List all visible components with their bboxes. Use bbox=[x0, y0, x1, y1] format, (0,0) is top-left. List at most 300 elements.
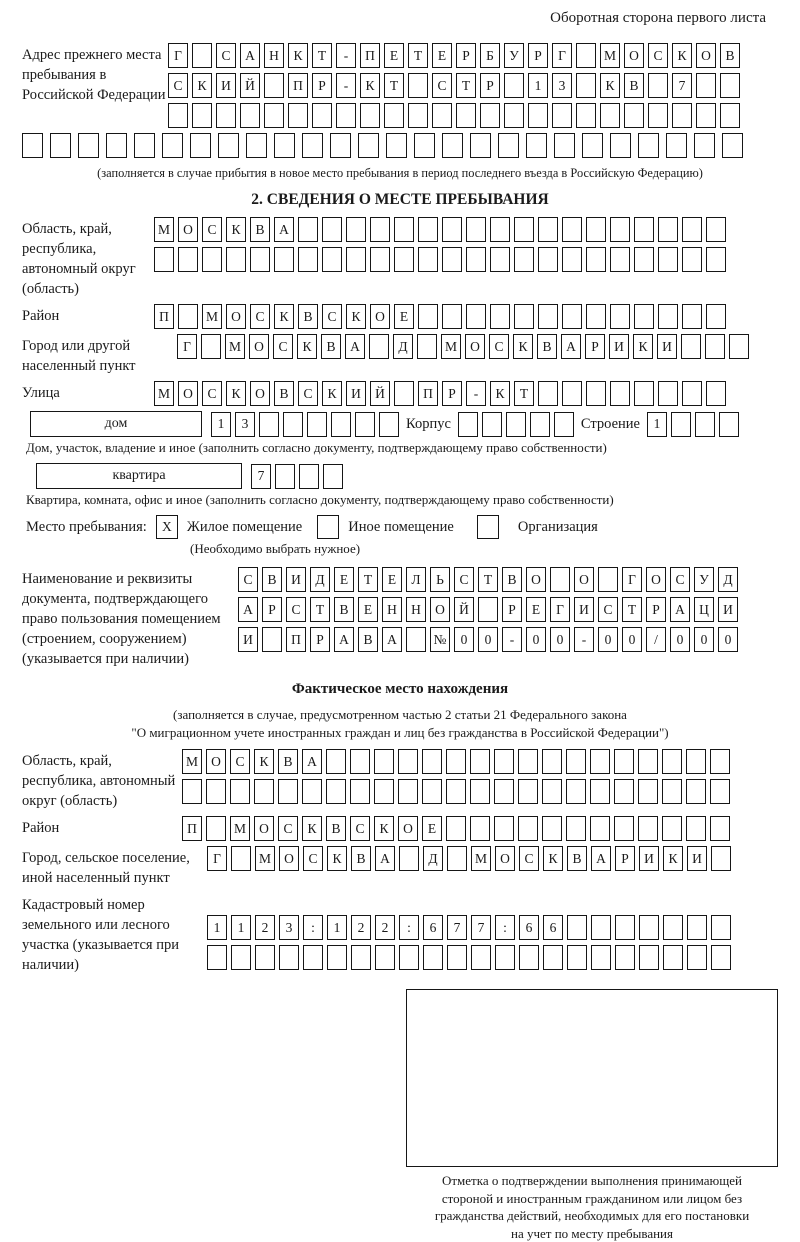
form-cell[interactable] bbox=[610, 304, 630, 329]
form-cell[interactable] bbox=[590, 749, 610, 774]
form-cell[interactable]: С bbox=[598, 597, 618, 622]
form-cell[interactable]: А bbox=[561, 334, 581, 359]
form-cell[interactable]: Т bbox=[456, 73, 476, 98]
form-cell[interactable] bbox=[711, 915, 731, 940]
form-cell[interactable] bbox=[283, 412, 303, 437]
form-cell[interactable]: А bbox=[382, 627, 402, 652]
form-cell[interactable]: И bbox=[639, 846, 659, 871]
form-cell[interactable]: С bbox=[670, 567, 690, 592]
form-cell[interactable]: А bbox=[375, 846, 395, 871]
form-cell[interactable]: Й bbox=[454, 597, 474, 622]
form-cell[interactable] bbox=[446, 749, 466, 774]
form-cell[interactable]: У bbox=[504, 43, 524, 68]
form-cell[interactable]: У bbox=[694, 567, 714, 592]
form-cell[interactable] bbox=[706, 304, 726, 329]
form-cell[interactable]: В bbox=[326, 816, 346, 841]
form-cell[interactable] bbox=[250, 247, 270, 272]
form-cell[interactable] bbox=[519, 945, 539, 970]
form-cell[interactable] bbox=[417, 334, 437, 359]
form-cell[interactable] bbox=[299, 464, 319, 489]
form-cell[interactable]: № bbox=[430, 627, 450, 652]
form-cell[interactable]: Р bbox=[646, 597, 666, 622]
form-cell[interactable] bbox=[406, 627, 426, 652]
form-cell[interactable] bbox=[542, 779, 562, 804]
form-cell[interactable] bbox=[610, 133, 631, 158]
form-cell[interactable]: О bbox=[495, 846, 515, 871]
form-cell[interactable] bbox=[696, 73, 716, 98]
form-cell[interactable] bbox=[682, 247, 702, 272]
form-cell[interactable] bbox=[514, 247, 534, 272]
form-cell[interactable]: Е bbox=[384, 43, 404, 68]
form-cell[interactable] bbox=[394, 217, 414, 242]
form-cell[interactable] bbox=[259, 412, 279, 437]
form-cell[interactable]: К bbox=[254, 749, 274, 774]
form-cell[interactable]: К bbox=[513, 334, 533, 359]
form-cell[interactable] bbox=[562, 217, 582, 242]
form-cell[interactable]: П bbox=[286, 627, 306, 652]
form-cell[interactable] bbox=[591, 945, 611, 970]
form-cell[interactable] bbox=[514, 304, 534, 329]
form-cell[interactable]: А bbox=[591, 846, 611, 871]
form-cell[interactable] bbox=[490, 217, 510, 242]
form-cell[interactable] bbox=[78, 133, 99, 158]
form-cell[interactable] bbox=[350, 749, 370, 774]
form-cell[interactable] bbox=[398, 779, 418, 804]
form-cell[interactable]: Р bbox=[456, 43, 476, 68]
form-cell[interactable]: Д bbox=[393, 334, 413, 359]
form-cell[interactable] bbox=[394, 247, 414, 272]
form-cell[interactable] bbox=[729, 334, 749, 359]
form-cell[interactable] bbox=[399, 945, 419, 970]
form-cell[interactable] bbox=[351, 945, 371, 970]
form-cell[interactable] bbox=[360, 103, 380, 128]
form-cell[interactable]: С bbox=[286, 597, 306, 622]
form-cell[interactable] bbox=[466, 304, 486, 329]
form-cell[interactable] bbox=[446, 779, 466, 804]
form-cell[interactable]: А bbox=[302, 749, 322, 774]
form-cell[interactable] bbox=[288, 103, 308, 128]
form-cell[interactable]: С bbox=[303, 846, 323, 871]
form-cell[interactable] bbox=[50, 133, 71, 158]
form-cell[interactable] bbox=[526, 133, 547, 158]
form-cell[interactable] bbox=[384, 103, 404, 128]
form-cell[interactable] bbox=[466, 217, 486, 242]
form-cell[interactable]: О bbox=[574, 567, 594, 592]
form-cell[interactable] bbox=[336, 103, 356, 128]
form-cell[interactable] bbox=[346, 217, 366, 242]
form-cell[interactable] bbox=[696, 103, 716, 128]
form-cell[interactable]: В bbox=[351, 846, 371, 871]
form-cell[interactable]: К bbox=[297, 334, 317, 359]
form-cell[interactable] bbox=[274, 133, 295, 158]
form-cell[interactable] bbox=[470, 816, 490, 841]
form-cell[interactable] bbox=[322, 217, 342, 242]
form-cell[interactable]: Г bbox=[168, 43, 188, 68]
form-cell[interactable] bbox=[394, 381, 414, 406]
form-cell[interactable] bbox=[494, 779, 514, 804]
form-cell[interactable] bbox=[182, 779, 202, 804]
form-cell[interactable]: Г bbox=[550, 597, 570, 622]
form-cell[interactable] bbox=[552, 103, 572, 128]
form-cell[interactable]: А bbox=[345, 334, 365, 359]
form-cell[interactable]: - bbox=[466, 381, 486, 406]
form-cell[interactable] bbox=[662, 816, 682, 841]
form-cell[interactable]: 2 bbox=[375, 915, 395, 940]
form-cell[interactable]: К bbox=[274, 304, 294, 329]
form-cell[interactable]: П bbox=[360, 43, 380, 68]
form-cell[interactable] bbox=[706, 381, 726, 406]
form-cell[interactable]: 3 bbox=[235, 412, 255, 437]
form-cell[interactable] bbox=[658, 381, 678, 406]
form-cell[interactable] bbox=[480, 103, 500, 128]
form-cell[interactable] bbox=[375, 945, 395, 970]
form-cell[interactable] bbox=[482, 412, 502, 437]
form-cell[interactable]: В bbox=[537, 334, 557, 359]
form-cell[interactable] bbox=[370, 247, 390, 272]
form-cell[interactable]: - bbox=[336, 73, 356, 98]
form-cell[interactable] bbox=[418, 247, 438, 272]
form-cell[interactable]: Д bbox=[423, 846, 443, 871]
form-cell[interactable] bbox=[567, 915, 587, 940]
form-cell[interactable]: 0 bbox=[718, 627, 738, 652]
form-cell[interactable] bbox=[671, 412, 691, 437]
form-cell[interactable] bbox=[562, 247, 582, 272]
form-cell[interactable]: С bbox=[273, 334, 293, 359]
form-cell[interactable] bbox=[586, 381, 606, 406]
form-cell[interactable]: - bbox=[574, 627, 594, 652]
form-cell[interactable]: О bbox=[178, 217, 198, 242]
form-cell[interactable] bbox=[307, 412, 327, 437]
form-cell[interactable]: 7 bbox=[471, 915, 491, 940]
form-cell[interactable] bbox=[638, 779, 658, 804]
form-cell[interactable]: Т bbox=[358, 567, 378, 592]
form-cell[interactable]: К bbox=[633, 334, 653, 359]
form-cell[interactable]: : bbox=[399, 915, 419, 940]
form-cell[interactable] bbox=[590, 779, 610, 804]
form-cell[interactable]: Т bbox=[408, 43, 428, 68]
form-cell[interactable] bbox=[447, 846, 467, 871]
form-cell[interactable]: И bbox=[657, 334, 677, 359]
form-cell[interactable] bbox=[610, 381, 630, 406]
form-cell[interactable] bbox=[134, 133, 155, 158]
form-cell[interactable]: Т bbox=[312, 43, 332, 68]
form-cell[interactable]: М bbox=[154, 217, 174, 242]
form-cell[interactable] bbox=[231, 945, 251, 970]
form-cell[interactable]: Е bbox=[382, 567, 402, 592]
form-cell[interactable] bbox=[682, 304, 702, 329]
form-cell[interactable]: В bbox=[262, 567, 282, 592]
form-cell[interactable] bbox=[658, 247, 678, 272]
form-cell[interactable] bbox=[582, 133, 603, 158]
form-cell[interactable] bbox=[614, 779, 634, 804]
form-cell[interactable] bbox=[322, 247, 342, 272]
form-cell[interactable]: К bbox=[327, 846, 347, 871]
form-cell[interactable]: К bbox=[346, 304, 366, 329]
form-cell[interactable]: 0 bbox=[550, 627, 570, 652]
form-cell[interactable]: А bbox=[238, 597, 258, 622]
form-cell[interactable]: 7 bbox=[672, 73, 692, 98]
form-cell[interactable] bbox=[705, 334, 725, 359]
form-cell[interactable]: К bbox=[288, 43, 308, 68]
checkbox-residential[interactable]: X bbox=[156, 515, 178, 539]
form-cell[interactable] bbox=[447, 945, 467, 970]
form-cell[interactable] bbox=[442, 247, 462, 272]
form-cell[interactable] bbox=[719, 412, 739, 437]
form-cell[interactable]: С bbox=[489, 334, 509, 359]
form-cell[interactable]: Е bbox=[422, 816, 442, 841]
form-cell[interactable]: В bbox=[274, 381, 294, 406]
form-cell[interactable]: Ь bbox=[430, 567, 450, 592]
form-cell[interactable]: 1 bbox=[207, 915, 227, 940]
form-cell[interactable] bbox=[178, 304, 198, 329]
form-cell[interactable]: С bbox=[216, 43, 236, 68]
form-cell[interactable] bbox=[494, 749, 514, 774]
form-cell[interactable]: - bbox=[336, 43, 356, 68]
form-cell[interactable] bbox=[254, 779, 274, 804]
form-cell[interactable]: С bbox=[168, 73, 188, 98]
form-cell[interactable] bbox=[681, 334, 701, 359]
form-cell[interactable]: К bbox=[672, 43, 692, 68]
form-cell[interactable] bbox=[672, 103, 692, 128]
form-cell[interactable] bbox=[614, 749, 634, 774]
form-cell[interactable]: : bbox=[303, 915, 323, 940]
form-cell[interactable]: Р bbox=[502, 597, 522, 622]
form-cell[interactable]: Р bbox=[585, 334, 605, 359]
form-cell[interactable] bbox=[264, 103, 284, 128]
form-cell[interactable] bbox=[216, 103, 236, 128]
form-cell[interactable]: М bbox=[471, 846, 491, 871]
form-cell[interactable]: С bbox=[350, 816, 370, 841]
form-cell[interactable]: 2 bbox=[351, 915, 371, 940]
form-cell[interactable] bbox=[498, 133, 519, 158]
form-cell[interactable]: С bbox=[454, 567, 474, 592]
form-cell[interactable] bbox=[528, 103, 548, 128]
form-cell[interactable]: М bbox=[182, 749, 202, 774]
form-cell[interactable]: 3 bbox=[552, 73, 572, 98]
form-cell[interactable] bbox=[370, 217, 390, 242]
form-cell[interactable] bbox=[518, 749, 538, 774]
form-cell[interactable] bbox=[298, 217, 318, 242]
form-cell[interactable] bbox=[490, 247, 510, 272]
form-cell[interactable] bbox=[326, 779, 346, 804]
form-cell[interactable] bbox=[506, 412, 526, 437]
form-cell[interactable] bbox=[331, 412, 351, 437]
form-cell[interactable]: Е bbox=[526, 597, 546, 622]
form-cell[interactable]: - bbox=[502, 627, 522, 652]
form-cell[interactable] bbox=[586, 247, 606, 272]
form-cell[interactable] bbox=[615, 915, 635, 940]
form-cell[interactable] bbox=[432, 103, 452, 128]
form-cell[interactable] bbox=[663, 915, 683, 940]
form-cell[interactable]: И bbox=[718, 597, 738, 622]
form-cell[interactable] bbox=[711, 945, 731, 970]
form-cell[interactable]: С bbox=[432, 73, 452, 98]
form-cell[interactable]: Р bbox=[310, 627, 330, 652]
form-cell[interactable] bbox=[554, 133, 575, 158]
form-cell[interactable] bbox=[494, 816, 514, 841]
form-cell[interactable] bbox=[278, 779, 298, 804]
form-cell[interactable] bbox=[414, 133, 435, 158]
form-cell[interactable] bbox=[470, 779, 490, 804]
form-cell[interactable]: И bbox=[346, 381, 366, 406]
form-cell[interactable] bbox=[190, 133, 211, 158]
form-cell[interactable] bbox=[600, 103, 620, 128]
form-cell[interactable] bbox=[246, 133, 267, 158]
form-cell[interactable]: П bbox=[182, 816, 202, 841]
form-cell[interactable]: С bbox=[250, 304, 270, 329]
form-cell[interactable]: 1 bbox=[211, 412, 231, 437]
form-cell[interactable]: Н bbox=[264, 43, 284, 68]
form-cell[interactable] bbox=[330, 133, 351, 158]
form-cell[interactable]: И bbox=[609, 334, 629, 359]
form-cell[interactable] bbox=[624, 103, 644, 128]
form-cell[interactable]: 1 bbox=[528, 73, 548, 98]
form-cell[interactable]: Т bbox=[384, 73, 404, 98]
form-cell[interactable] bbox=[470, 133, 491, 158]
form-cell[interactable] bbox=[638, 133, 659, 158]
form-cell[interactable] bbox=[711, 846, 731, 871]
apartment-type-box[interactable]: квартира bbox=[36, 463, 242, 489]
form-cell[interactable]: Н bbox=[382, 597, 402, 622]
form-cell[interactable] bbox=[374, 749, 394, 774]
form-cell[interactable]: Е bbox=[334, 567, 354, 592]
form-cell[interactable]: П bbox=[154, 304, 174, 329]
form-cell[interactable] bbox=[722, 133, 743, 158]
form-cell[interactable]: 7 bbox=[251, 464, 271, 489]
form-cell[interactable] bbox=[358, 133, 379, 158]
form-cell[interactable] bbox=[610, 247, 630, 272]
form-cell[interactable] bbox=[720, 73, 740, 98]
form-cell[interactable]: С bbox=[202, 217, 222, 242]
form-cell[interactable]: С bbox=[298, 381, 318, 406]
form-cell[interactable] bbox=[576, 43, 596, 68]
form-cell[interactable] bbox=[470, 749, 490, 774]
form-cell[interactable] bbox=[442, 304, 462, 329]
form-cell[interactable]: 0 bbox=[622, 627, 642, 652]
form-cell[interactable]: О bbox=[178, 381, 198, 406]
form-cell[interactable]: 6 bbox=[543, 915, 563, 940]
form-cell[interactable] bbox=[106, 133, 127, 158]
form-cell[interactable]: 0 bbox=[454, 627, 474, 652]
form-cell[interactable]: И bbox=[238, 627, 258, 652]
form-cell[interactable] bbox=[386, 133, 407, 158]
form-cell[interactable]: 0 bbox=[598, 627, 618, 652]
form-cell[interactable] bbox=[695, 412, 715, 437]
form-cell[interactable]: К bbox=[543, 846, 563, 871]
house-type-box[interactable]: дом bbox=[30, 411, 202, 437]
form-cell[interactable]: К bbox=[600, 73, 620, 98]
form-cell[interactable]: М bbox=[600, 43, 620, 68]
form-cell[interactable]: К bbox=[322, 381, 342, 406]
form-cell[interactable] bbox=[446, 816, 466, 841]
form-cell[interactable] bbox=[504, 103, 524, 128]
form-cell[interactable]: О bbox=[226, 304, 246, 329]
form-cell[interactable] bbox=[566, 749, 586, 774]
form-cell[interactable] bbox=[456, 103, 476, 128]
form-cell[interactable] bbox=[495, 945, 515, 970]
form-cell[interactable]: П bbox=[288, 73, 308, 98]
form-cell[interactable] bbox=[576, 73, 596, 98]
form-cell[interactable]: А bbox=[274, 217, 294, 242]
form-cell[interactable] bbox=[550, 567, 570, 592]
form-cell[interactable] bbox=[710, 779, 730, 804]
form-cell[interactable] bbox=[230, 779, 250, 804]
form-cell[interactable]: И bbox=[574, 597, 594, 622]
form-cell[interactable] bbox=[408, 73, 428, 98]
form-cell[interactable] bbox=[634, 247, 654, 272]
form-cell[interactable] bbox=[262, 627, 282, 652]
form-cell[interactable] bbox=[178, 247, 198, 272]
form-cell[interactable]: Г bbox=[552, 43, 572, 68]
form-cell[interactable]: О bbox=[249, 334, 269, 359]
form-cell[interactable]: В bbox=[278, 749, 298, 774]
form-cell[interactable]: С bbox=[202, 381, 222, 406]
form-cell[interactable]: В bbox=[321, 334, 341, 359]
form-cell[interactable] bbox=[710, 749, 730, 774]
form-cell[interactable]: О bbox=[430, 597, 450, 622]
form-cell[interactable] bbox=[201, 334, 221, 359]
form-cell[interactable] bbox=[538, 217, 558, 242]
form-cell[interactable] bbox=[648, 103, 668, 128]
form-cell[interactable] bbox=[504, 73, 524, 98]
form-cell[interactable] bbox=[154, 247, 174, 272]
form-cell[interactable] bbox=[302, 779, 322, 804]
form-cell[interactable]: Н bbox=[406, 597, 426, 622]
form-cell[interactable] bbox=[218, 133, 239, 158]
form-cell[interactable]: 0 bbox=[526, 627, 546, 652]
form-cell[interactable] bbox=[686, 816, 706, 841]
form-cell[interactable] bbox=[562, 381, 582, 406]
form-cell[interactable]: 7 bbox=[447, 915, 467, 940]
form-cell[interactable]: Й bbox=[240, 73, 260, 98]
form-cell[interactable]: 3 bbox=[279, 915, 299, 940]
form-cell[interactable] bbox=[279, 945, 299, 970]
form-cell[interactable] bbox=[418, 304, 438, 329]
form-cell[interactable]: Е bbox=[394, 304, 414, 329]
form-cell[interactable] bbox=[466, 247, 486, 272]
form-cell[interactable] bbox=[686, 749, 706, 774]
form-cell[interactable] bbox=[379, 412, 399, 437]
form-cell[interactable]: В bbox=[358, 627, 378, 652]
form-cell[interactable]: Л bbox=[406, 567, 426, 592]
form-cell[interactable]: К bbox=[663, 846, 683, 871]
form-cell[interactable] bbox=[554, 412, 574, 437]
form-cell[interactable]: С bbox=[519, 846, 539, 871]
form-cell[interactable] bbox=[298, 247, 318, 272]
form-cell[interactable]: К bbox=[374, 816, 394, 841]
form-cell[interactable] bbox=[264, 73, 284, 98]
form-cell[interactable]: В bbox=[298, 304, 318, 329]
form-cell[interactable]: Е bbox=[432, 43, 452, 68]
form-cell[interactable] bbox=[634, 381, 654, 406]
form-cell[interactable]: Г bbox=[207, 846, 227, 871]
form-cell[interactable] bbox=[639, 915, 659, 940]
form-cell[interactable]: 6 bbox=[423, 915, 443, 940]
form-cell[interactable] bbox=[586, 217, 606, 242]
form-cell[interactable] bbox=[542, 816, 562, 841]
form-cell[interactable]: С bbox=[648, 43, 668, 68]
form-cell[interactable]: Й bbox=[370, 381, 390, 406]
form-cell[interactable] bbox=[302, 133, 323, 158]
form-cell[interactable]: М bbox=[230, 816, 250, 841]
form-cell[interactable]: В bbox=[502, 567, 522, 592]
form-cell[interactable] bbox=[687, 915, 707, 940]
form-cell[interactable] bbox=[423, 945, 443, 970]
form-cell[interactable] bbox=[478, 597, 498, 622]
form-cell[interactable]: А bbox=[240, 43, 260, 68]
form-cell[interactable]: В bbox=[334, 597, 354, 622]
form-cell[interactable]: 0 bbox=[670, 627, 690, 652]
